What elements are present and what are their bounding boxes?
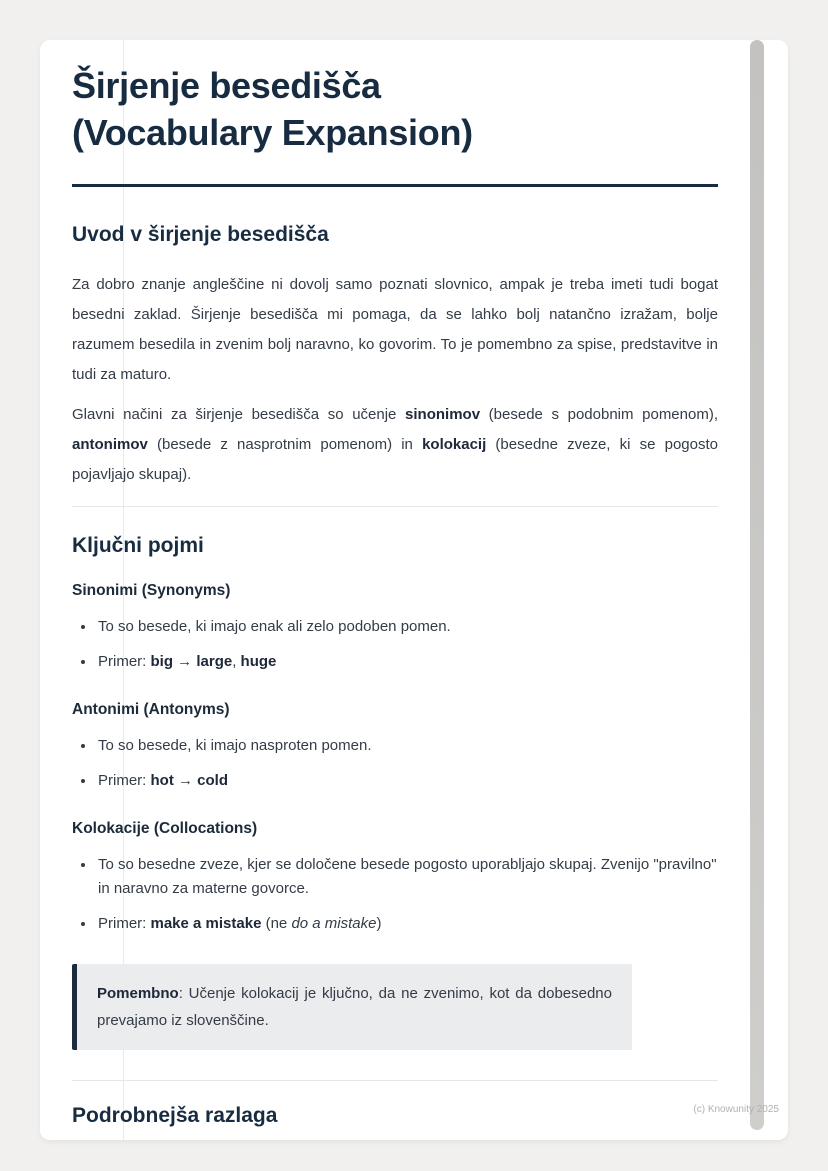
watermark: (c) Knowunity 2025 xyxy=(693,1104,779,1115)
list-item: • To so besedne zveze, kjer se določene besede pogosto uporabljajo skupaj. Zvenijo "pravilno" in naravno za materne govorce. xyxy=(96,853,718,901)
text-segment: (besedne zveze, ki se pogosto pojavljajo skupaj). xyxy=(72,436,718,483)
text-segment: (besede s podobnim pomenom), xyxy=(480,406,718,423)
text-segment: (besede z nasprotnim pomenom) in xyxy=(147,436,423,453)
list-item: • To so besede, ki imajo nasproten pomen. xyxy=(96,734,718,758)
section-heading-kljucni-pojmi: Ključni pojmi xyxy=(72,534,204,557)
section-divider xyxy=(72,506,718,507)
list-item xyxy=(96,769,718,793)
subheading-kolokacije: Kolokacije (Collocations) xyxy=(72,820,258,837)
bold-term-sinonimov: sinonimov xyxy=(405,406,481,423)
intro-paragraph-1: Za dobro znanje angleščine ni dovolj samo poznati slovnico, ampak je treba imeti tudi bogat besedni zaklad. Širjenje besedišča mi pomaga, da se lahko bolj natančno izražam, bolje razumem besedila in zvenim bolj naravno, ko govorim. To je pomembno za spise, predstavitve in tudi za maturo. xyxy=(72,276,718,383)
text-segment: (ne xyxy=(261,915,292,932)
important-callout xyxy=(72,964,632,1050)
bold-term-cold: cold xyxy=(197,772,229,789)
bullet-list-synonyms xyxy=(72,615,718,674)
bold-term-large: large xyxy=(196,653,233,670)
title-line-2: (Vocabulary Expansion) xyxy=(72,112,473,153)
bold-term-huge: huge xyxy=(240,653,277,670)
subheading-sinonimi: Sinonimi (Synonyms) xyxy=(72,582,231,599)
bold-term-antonimov: antonimov xyxy=(72,436,148,453)
bullet-list-antonyms xyxy=(72,734,718,793)
title-underline xyxy=(72,184,718,187)
bullet-list-collocations xyxy=(72,853,718,936)
subheading-antonimi: Antonimi (Antonyms) xyxy=(72,701,230,718)
arrow-glyph: → xyxy=(173,653,197,670)
italic-term-do-a-mistake: do a mistake xyxy=(291,915,377,932)
text-segment: , xyxy=(232,653,241,670)
section-divider xyxy=(72,1080,718,1081)
callout-text: : Učenje kolokacij je ključno, da ne zvenimo, kot da dobesedno prevajamo iz slovenščine. xyxy=(97,985,612,1029)
text-segment: Primer: xyxy=(98,915,151,932)
text-segment: ) xyxy=(376,915,382,932)
bold-term-make-a-mistake: make a mistake xyxy=(150,915,262,932)
list-item xyxy=(96,912,718,936)
intro-paragraph-2 xyxy=(72,400,718,490)
bold-term-big: big xyxy=(150,653,173,670)
list-item: • To so besede, ki imajo enak ali zelo podoben pomen. xyxy=(96,615,718,639)
callout-label: Pomembno xyxy=(97,985,179,1002)
section-heading-uvod: Uvod v širjenje besedišča xyxy=(72,223,329,246)
bold-term-hot: hot xyxy=(150,772,174,789)
document-title xyxy=(72,62,718,156)
title-line-1: Širjenje besedišča xyxy=(72,65,381,106)
text-segment: Glavni načini za širjenje besedišča so učenje xyxy=(72,406,406,423)
section-heading-podrobnejsa-razlaga: Podrobnejša razlaga xyxy=(72,1104,278,1127)
arrow-glyph: → xyxy=(173,772,198,789)
document-content xyxy=(72,40,718,1129)
scrollbar-thumb[interactable] xyxy=(750,40,764,1130)
text-segment: Primer: xyxy=(98,653,151,670)
text-segment: Primer: xyxy=(98,772,151,789)
list-item xyxy=(96,650,718,674)
bold-term-kolokacij: kolokacij xyxy=(422,436,487,453)
document-card xyxy=(40,40,788,1140)
